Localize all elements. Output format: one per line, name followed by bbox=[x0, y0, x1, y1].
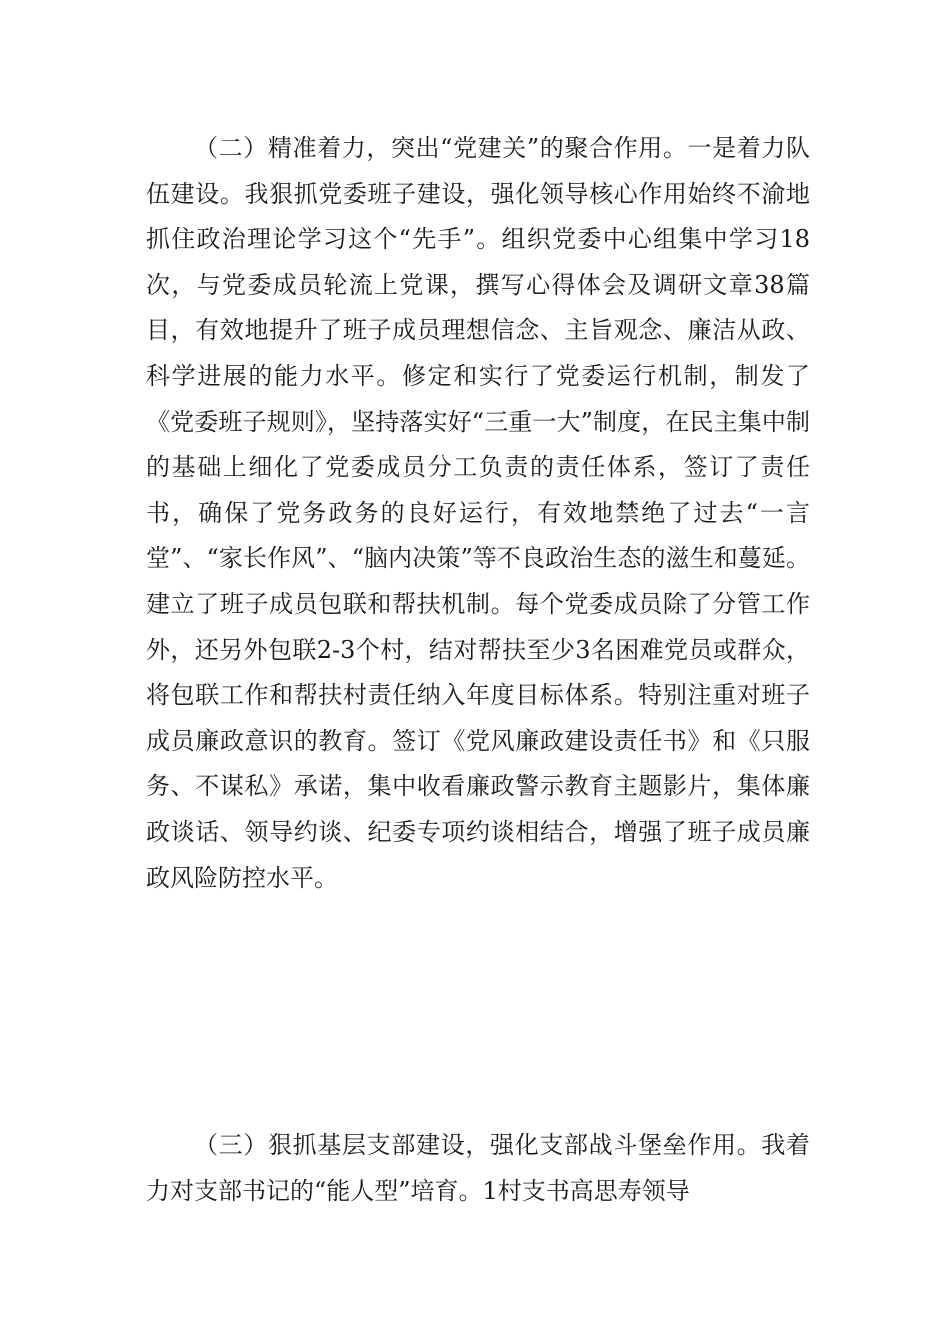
paragraph-party-building: （二）精准着力，突出“党建关”的聚合作用。一是着力队伍建设。我狠抓党委班子建设，强化领导核心作用始终不渝地抓住政治理论学习这个“先手”。组织党委中心组集中学习18次，与党委成员轮流上党课，撰写心得体会及调研文章38篇目，有效地提升了班子成员理想信念、主旨观念、廉洁从政、科学进展的能力水平。修定和实行了党委运行机制，制发了《党委班子规则》，坚持落实好“三重一大”制度，在民主集中制的基础上细化了党委成员分工负责的责任体系，签订了责任书，确保了党务政务的良好运行，有效地禁绝了过去“一言堂”、“家长作风”、“脑内决策”等不良政治生态的滋生和蔓延。建立了班子成员包联和帮扶机制。每个党委成员除了分管工作外，还另外包联2-3个村，结对帮扶至少3名困难党员或群众，将包联工作和帮扶村责任纳入年度目标体系。特别注重对班子成员廉政意识的教育。签订《党风廉政建设责任书》和《只服务、不谋私》承诺，集中收看廉政警示教育主题影片，集体廉政谈话、领导约谈、纪委专项约谈相结合，增强了班子成员廉政风险防控水平。 bbox=[146, 134, 810, 892]
paragraph-branch-building: （三）狠抓基层支部建设，强化支部战斗堡垒作用。我着力对支部书记的“能人型”培育。1村支书高思寿领导 bbox=[146, 1131, 810, 1205]
